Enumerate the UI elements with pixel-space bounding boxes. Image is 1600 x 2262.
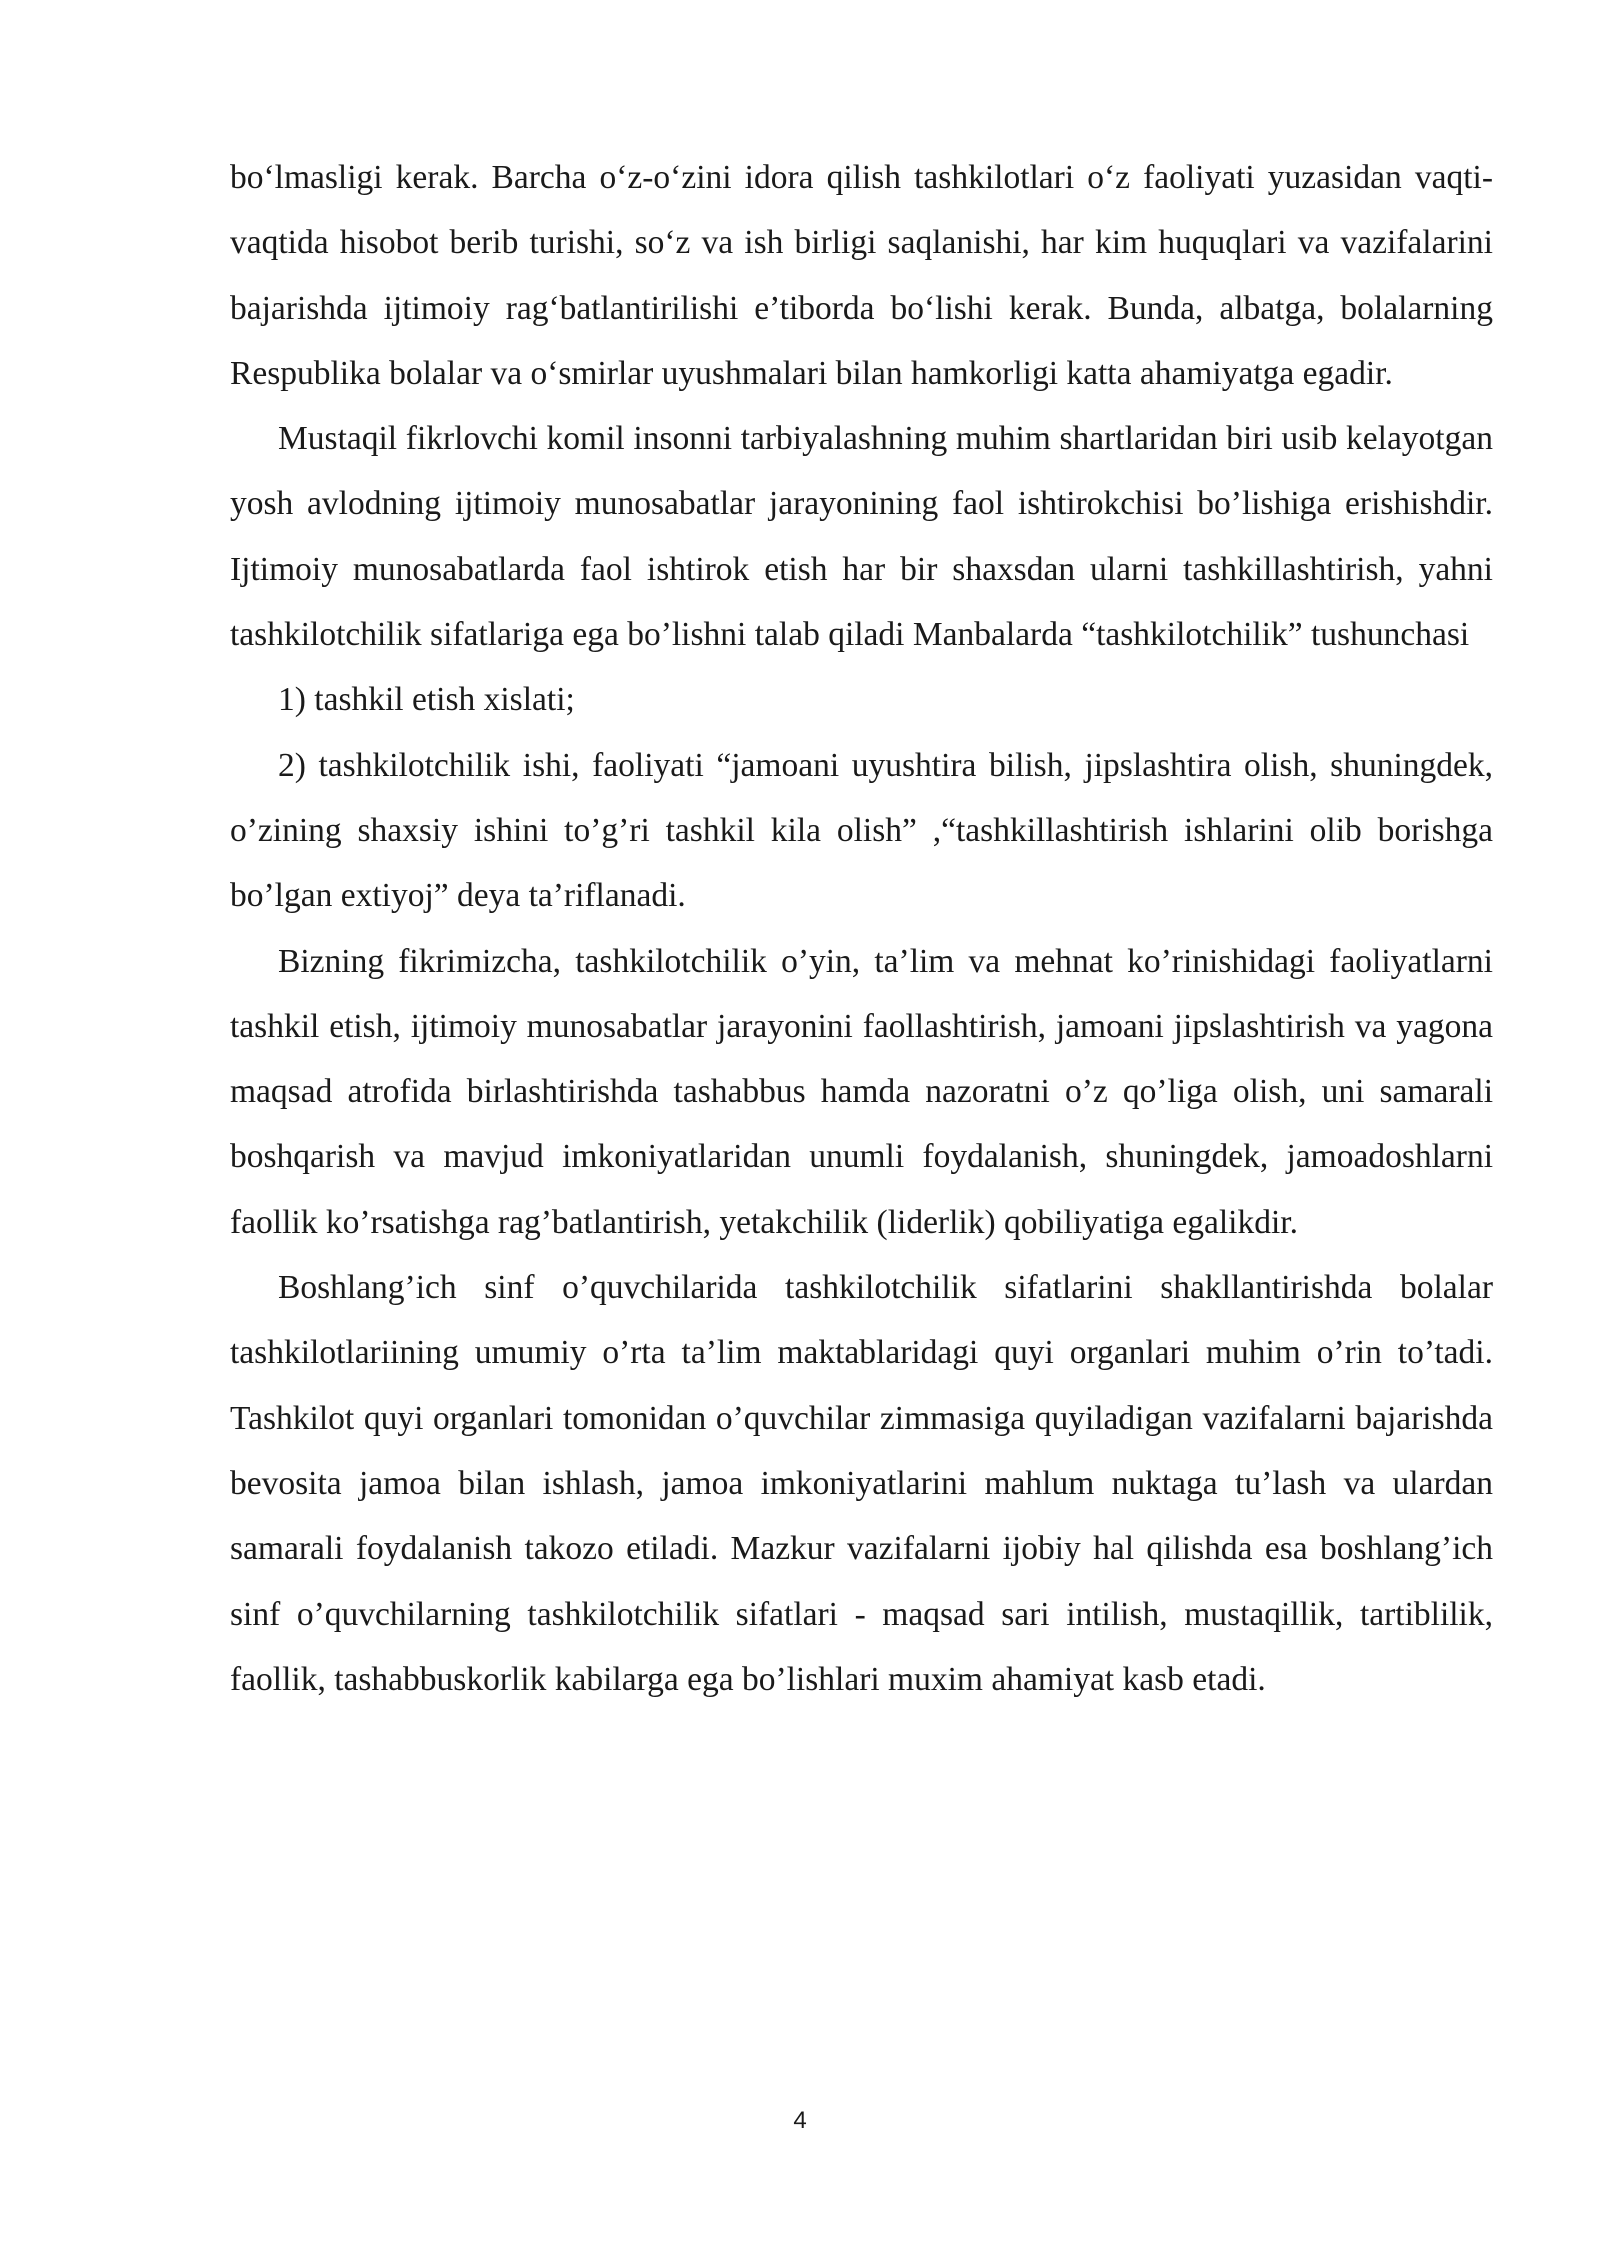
paragraph-1: bo‘lmasligi kerak. Barcha o‘z-o‘zini idora qilish tashkilotlari o‘z faoliyati yuzasidan vaqti-vaqtida hisobot berib turishi, so‘z va ish birligi saqlanishi, har kim huquqlari va vazifalarini bajarishda ijtimoiy rag‘batlantirilishi e’tiborda bo‘lishi kerak. Bunda, albatga, bolalarning Respublika bolalar va o‘smirlar uyushmalari bilan hamkorligi katta ahamiyatga egadir. bbox=[230, 159, 1493, 392]
page-number: 4 bbox=[793, 2107, 807, 2134]
paragraph-3-list-item-1: 1) tashkil etish xislati; bbox=[278, 681, 575, 719]
paragraph-5: Bizning fikrimizcha, tashkilotchilik o’yin, ta’lim va mehnat ko’rinishidagi faoliyatlarni tashkil etish, ijtimoiy munosabatlar jarayonini faollashtirish, jamoani jipslashtirish va yagona maqsad atrofida birlashtirishda tashabbus hamda nazoratni o’z qo’liga olish, uni samarali boshqarish va mavjud imkoniyatlaridan unumli foydalanish, shuningdek, jamoadoshlarni faollik ko’rsatishga rag’batlantirish, yetakchilik (liderlik) qobiliyatiga egalikdir. bbox=[230, 942, 1493, 1241]
paragraph-6: Boshlang’ich sinf o’quvchilarida tashkilotchilik sifatlarini shakllantirishda bolalar tashkilotlariining umumiy o’rta ta’lim maktablaridagi quyi organlari muhim o’rin to’tadi. Tashkilot quyi organlari tomonidan o’quvchilar zimmasiga quyiladigan vazifalarni bajarishda bevosita jamoa bilan ishlash, jamoa imkoniyatlarini mahlum nuktaga tu’lash va ulardan samarali foydalanish takozo etiladi. Mazkur vazifalarni ijobiy hal qilishda esa boshlang’ich sinf o’quvchilarning tashkilotchilik sifatlari - maqsad sari intilish, mustaqillik, tartiblilik, faollik, tashabbuskorlik kabilarga ega bo’lishlari muxim ahamiyat kasb etadi. bbox=[230, 1269, 1493, 1698]
document-body bbox=[230, 145, 1493, 1712]
paragraph-4-list-item-2: 2) tashkilotchilik ishi, faoliyati “jamoani uyushtira bilish, jipslashtira olish, shuningdek, o’zining shaxsiy ishini to’g’ri tashkil kila olish” ,“tashkillashtirish ishlarini olib borishga bo’lgan extiyoj” deya ta’riflanadi. bbox=[230, 746, 1493, 915]
paragraph-2: Mustaqil fikrlovchi komil insonni tarbiyalashning muhim shartlaridan biri usib kelayotgan yosh avlodning ijtimoiy munosabatlar jarayonining faol ishtirokchisi bo’lishiga erishishdir. Ijtimoiy munosabatlarda faol ishtirok etish har bir shaxsdan ularni tashkillashtirish, yahni tashkilotchilik sifatlariga ega bo’lishni talab qiladi Manbalarda “tashkilotchilik” tushunchasi bbox=[230, 420, 1493, 654]
